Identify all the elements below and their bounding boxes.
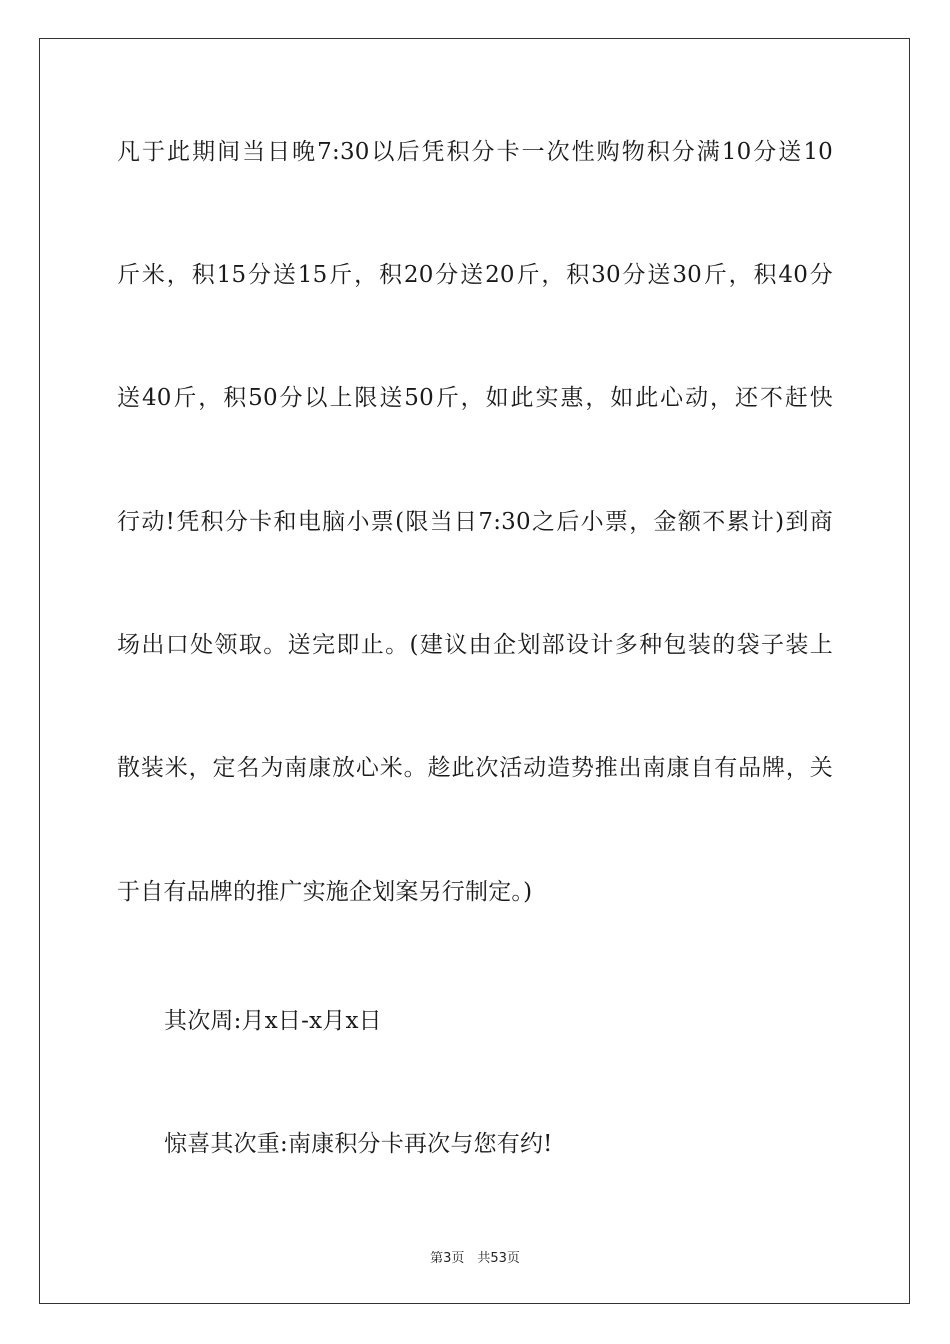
- body-line-3: 送40斤，积50分以上限送50斤，如此实惠，如此心动，还不赶快: [117, 385, 833, 411]
- body-line-2: 斤米，积15分送15斤，积20分送20斤，积30分送30斤，积40分: [117, 262, 833, 288]
- body-line-6: 散装米，定名为南康放心米。趁此次活动造势推出南康自有品牌，关: [117, 755, 833, 781]
- body-line-5: 场出口处领取。送完即止。(建议由企划部设计多种包装的袋子装上: [117, 632, 833, 658]
- body-line-1: 凡于此期间当日晚7:30以后凭积分卡一次性购物积分满10分送10: [117, 139, 833, 165]
- page-number: 第3页 共53页: [430, 1251, 520, 1266]
- page-border: [39, 38, 910, 1304]
- week-heading: 其次周:月x日-x月x日: [164, 1008, 382, 1034]
- body-line-4: 行动!凭积分卡和电脑小票(限当日7:30之后小票，金额不累计)到商: [117, 509, 833, 535]
- surprise-heading: 惊喜其次重:南康积分卡再次与您有约!: [164, 1131, 553, 1157]
- body-line-7: 于自有品牌的推广实施企划案另行制定。): [117, 879, 533, 905]
